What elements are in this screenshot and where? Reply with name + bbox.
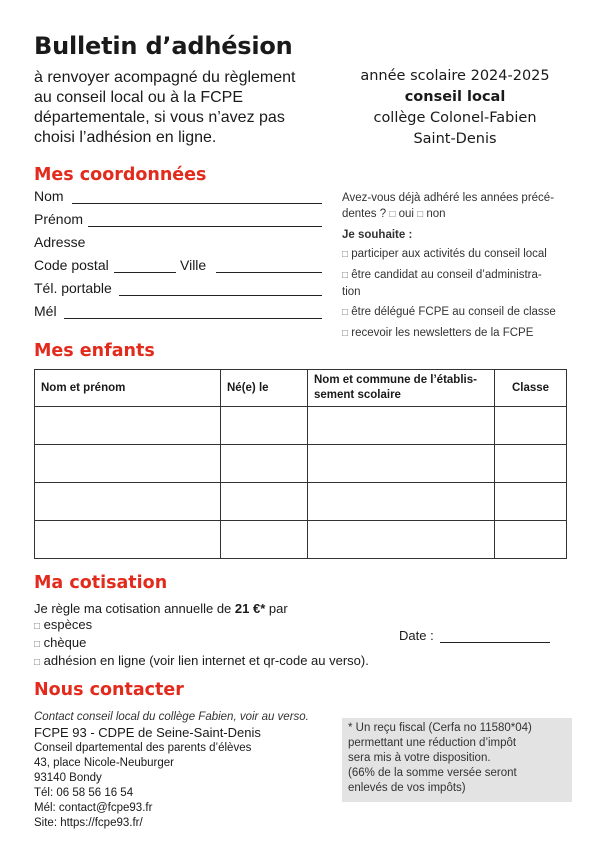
column-header-etablissement: Nom et commune de l’établis- sement scolaire [308, 370, 495, 407]
table-cell[interactable] [308, 483, 495, 521]
table-cell[interactable] [221, 445, 308, 483]
payment-checkbox[interactable]: □ [34, 639, 41, 650]
wish-checkbox[interactable]: □ [342, 270, 349, 281]
tel-input-line[interactable] [119, 281, 322, 296]
cotisation-text: Je règle ma cotisation annuelle de 21 €* par [34, 601, 288, 616]
payment-option: □ espèces [34, 617, 93, 632]
children-table [34, 369, 567, 559]
column-header-classe: Classe [495, 370, 567, 407]
tel-label: Tél. portable [34, 280, 112, 296]
table-cell[interactable] [35, 521, 221, 559]
prenom-input-line[interactable] [88, 212, 322, 227]
table-row [35, 521, 567, 559]
contact-email: Mél: contact@fcpe93.fr [34, 802, 153, 814]
adhesion-preferences [342, 190, 572, 346]
previous-membership-question: Avez-vous déjà adhéré les années précé- dentes ? □ oui □ non [342, 192, 555, 220]
intro-line: choisi l’adhésion en ligne. [34, 129, 217, 146]
ville-label: Ville [180, 257, 207, 273]
wish-option: □ être délégué FCPE au conseil de classe [342, 306, 556, 318]
table-header-row [35, 370, 567, 407]
wish-option: □ être candidat au conseil d’administra- tion [342, 269, 542, 298]
table-cell[interactable] [221, 407, 308, 445]
table-cell[interactable] [221, 483, 308, 521]
nom-input-line[interactable] [72, 189, 322, 204]
wish-checkbox[interactable]: □ [342, 249, 349, 260]
school-year: année scolaire 2024-2025 [360, 68, 550, 84]
adresse-field [34, 234, 85, 250]
code-postal-input-line[interactable] [114, 258, 176, 273]
payment-checkbox[interactable]: □ [34, 621, 41, 632]
table-row [35, 445, 567, 483]
oui-checkbox[interactable]: □ [389, 209, 396, 220]
table-cell[interactable] [308, 445, 495, 483]
wish-option: □ recevoir les newsletters de la FCPE [342, 327, 534, 339]
nom-label: Nom [34, 188, 64, 204]
table-cell[interactable] [221, 521, 308, 559]
wish-checkbox[interactable]: □ [342, 307, 349, 318]
table-cell[interactable] [495, 407, 567, 445]
table-cell[interactable] [308, 407, 495, 445]
ville-input-line[interactable] [216, 258, 322, 273]
contact-line: 93140 Bondy [34, 772, 102, 784]
payment-option: □ chèque [34, 635, 87, 650]
prenom-field [34, 211, 322, 227]
column-header-nom: Nom et prénom [35, 370, 221, 407]
section-title-contact: Nous contacter [34, 680, 184, 700]
table-row [35, 483, 567, 521]
oui-label: oui [398, 208, 414, 220]
contact-note: Contact conseil local du collège Fabien, voir au verso. [34, 711, 309, 723]
council-name: conseil local [404, 89, 506, 105]
prenom-label: Prénom [34, 211, 84, 227]
wish-title: Je souhaite : [342, 229, 413, 241]
table-cell[interactable] [495, 483, 567, 521]
table-cell[interactable] [35, 483, 221, 521]
code-postal-field [34, 257, 322, 273]
form-title: Bulletin d’adhésion [34, 32, 293, 60]
intro-line: départementale, si vous n’avez pas [34, 109, 285, 126]
section-title-cotisation: Ma cotisation [34, 573, 168, 593]
mel-input-line[interactable] [64, 304, 322, 319]
table-cell[interactable] [308, 521, 495, 559]
payment-checkbox[interactable]: □ [34, 657, 41, 668]
contact-block [34, 710, 334, 831]
table-cell[interactable] [35, 407, 221, 445]
table-cell[interactable] [495, 521, 567, 559]
section-title-coordonnees: Mes coordonnées [34, 165, 207, 185]
non-checkbox[interactable]: □ [417, 209, 424, 220]
payment-option: □ adhésion en ligne (voir lien internet et qr-code au verso). [34, 653, 369, 668]
table-row [35, 407, 567, 445]
intro-text [34, 68, 334, 148]
intro-line: au conseil local ou à la FCPE [34, 89, 243, 106]
date-field [399, 628, 550, 643]
date-input-line[interactable] [440, 628, 550, 643]
cotisation-amount: 21 €* [234, 601, 266, 616]
date-label: Date : [399, 628, 434, 643]
column-header-ne: Né(e) le [221, 370, 308, 407]
cotisation-block [34, 601, 369, 671]
adresse-label: Adresse [34, 234, 86, 250]
code-postal-label: Code postal [34, 257, 109, 273]
contact-org: FCPE 93 - CDPE de Seine-Saint-Denis [34, 725, 261, 740]
school-name: collège Colonel-Fabien [373, 110, 537, 126]
contact-website: Site: https://fcpe93.fr/ [34, 817, 143, 829]
intro-line: à renvoyer acompagné du règlement [34, 69, 296, 86]
tax-receipt-note: * Un reçu fiscal (Cerfa no 11580*04) permettant une réduction d’impôt sera mis à votre disposition. (66% de la somme versée seront enlevés de vos impôts) [342, 718, 572, 802]
tel-field [34, 280, 322, 296]
nom-field [34, 188, 322, 204]
contact-line: 43, place Nicole-Neuburger [34, 757, 174, 769]
mel-field [34, 303, 322, 319]
school-city: Saint-Denis [413, 131, 497, 147]
wish-checkbox[interactable]: □ [342, 328, 349, 339]
wish-option: □ participer aux activités du conseil local [342, 248, 547, 260]
non-label: non [426, 208, 446, 220]
school-info [330, 66, 580, 150]
section-title-enfants: Mes enfants [34, 341, 155, 361]
table-cell[interactable] [495, 445, 567, 483]
table-cell[interactable] [35, 445, 221, 483]
contact-line: Conseil dpartemental des parents d’élèves [34, 742, 252, 754]
mel-label: Mél [34, 303, 57, 319]
contact-phone: Tél: 06 58 56 16 54 [34, 787, 134, 799]
